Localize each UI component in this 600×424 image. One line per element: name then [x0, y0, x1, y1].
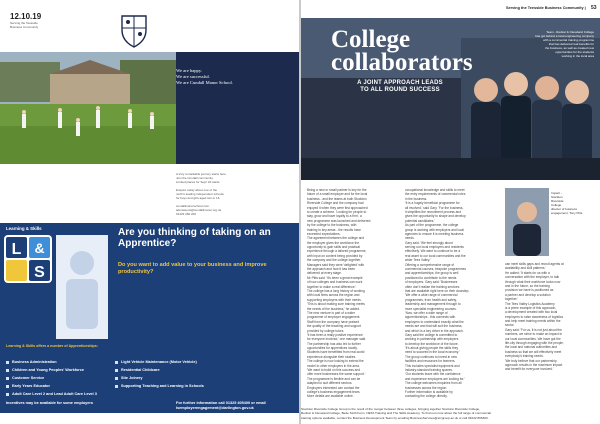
school-slogan-line: We are successful. — [176, 74, 210, 79]
school-slogan-panel — [176, 52, 299, 164]
date-badge: 12.10.19 — [10, 12, 42, 21]
article-text-line: all involved,' said Gary. 'For the business, — [405, 205, 464, 210]
svg-text:L: L — [11, 241, 22, 258]
article-text-line: The group continues to invest in new — [405, 354, 457, 359]
school-text-line: A truly remarkable journey starts here. — [176, 172, 227, 176]
article-text-line: delivered at every stage. — [307, 271, 342, 276]
article-text-line: training in key areas - the results have — [307, 227, 361, 232]
article-text-line: enjoyed it when they were first approached — [307, 205, 368, 210]
article-text-line: gives the opportunity to shape and develop — [405, 214, 466, 219]
article-text-line: with input on content being provided by — [307, 253, 363, 258]
article-text-line: commercial courses, bespoke programmes — [405, 267, 466, 272]
article-footer-note: Stockton Riverside College Group is the result of the merger between three colleges, bringing together Stockton Riverside College, Redcar & Cleveland College, Bede Sixth Form, NETA Training and The Skills Academy. To find out more about the full range of commercial training options available, contact the Business Development Team by emailing BusinessServices@srcgroup.ac.uk or call 01642 865400. — [301, 407, 491, 420]
article-text-line: 'Now, we offer a wide range of — [405, 310, 448, 315]
article-text-line: positioned to contribute to the needs — [405, 275, 457, 280]
article-text-line: group is working with employers and local — [405, 227, 464, 232]
article-text-line: wider Tees Valley.' — [405, 258, 431, 263]
article-text-line: it simplifies the recruitment process and — [405, 209, 461, 214]
article-text-line: exceeded expectations. — [307, 231, 341, 236]
school-email-link[interactable]: admissions@cundallmanor.org.uk — [176, 208, 222, 212]
list-item: Children and Young Peoples' Workforce — [6, 368, 106, 376]
article-text-line: business - and the teams at both Stockton — [307, 196, 367, 201]
article-text-line: the employer gives the workforce the — [307, 240, 360, 245]
portrait-photo — [505, 188, 549, 256]
article-text-line: The programme is flexible and can be — [307, 376, 361, 381]
article-text-line: of how colleges and business can work — [307, 280, 363, 285]
article-text-line: the quality of the teaching and support — [307, 324, 362, 329]
article-text-line: model to other employers in the area. — [307, 363, 360, 368]
article-text-line: The college has a long history of working — [307, 288, 365, 293]
article-text-line: Gary said: 'For us, it is not just about the — [505, 327, 562, 332]
apprentice-subhead: Do you want to add value to your business and improve productivity? — [118, 262, 267, 275]
article-text-line: provision we have is positioned as — [505, 288, 554, 293]
article-text-line: opportunities for apprentices locally. — [307, 346, 358, 351]
article-text-line: As part of the programme, the college — [405, 223, 459, 228]
left-page — [0, 0, 299, 424]
right-page — [301, 0, 600, 424]
article-text-line: employers to understand exactly what the — [405, 319, 464, 324]
article-text-line: provided by college tutors. — [307, 328, 345, 333]
article-text-line: offer more businesses the same support.' — [307, 372, 366, 377]
learning-skills-logo — [0, 223, 110, 341]
article-text-line: occupational knowledge and skills to meet — [405, 188, 465, 192]
article-text-line: More details are available online. — [307, 394, 354, 399]
article-text-line: Mr Pitts said: 'It's been a great example — [307, 275, 363, 280]
school-phone: 01423 360 200 — [176, 212, 197, 216]
article-text-line: adapted to suit different sectors. — [307, 381, 353, 386]
incentives-note: Incentives may be available for some employers — [6, 401, 93, 405]
article-text-line: apprenticeships - this connects with — [405, 315, 456, 320]
list-item: Adult Care Level 2 and Lead Adult Care Level 3 — [6, 392, 106, 400]
article-text-line: future of a small employer and for the local — [307, 192, 368, 197]
article-text-line: needs. — [405, 236, 415, 241]
article-text-line: The agreement between the college and — [307, 236, 365, 241]
article-text-line: The new venture is part of a wider — [307, 310, 356, 315]
article-text-line: facilities and resources for learners. — [405, 359, 456, 364]
article-text-line: 'We truly believe that our partnership — [505, 358, 557, 363]
list-item: Business Administration — [6, 360, 106, 368]
article-text-line: often don't realise the training services — [405, 284, 460, 289]
article-column-1 — [307, 188, 397, 399]
article-text-line: life-city through engaging with the people, — [505, 341, 564, 346]
article-text-line: 'We want to build on this success and — [307, 368, 360, 373]
article-text-line: experience through a tailored programme, — [307, 249, 367, 254]
article-text-line: 'It is a hugely beneficial programme for — [405, 201, 460, 206]
article-text-line: 'We offer a wide range of commercial — [405, 293, 458, 298]
article-text-line: contacting the college directly. — [405, 394, 448, 399]
article-text-line: our local communities. We have got the — [505, 336, 561, 341]
article-text-line: by the college to the business, with — [307, 223, 357, 228]
school-text-line: for boys and girls aged two to 16. — [176, 196, 221, 200]
article-text-line: Being a new or small partner is key for the — [307, 188, 367, 192]
article-text-line: 'This is about making sure training meets — [307, 302, 365, 307]
apprenticeships-list-heading: Learning & Skills offers a number of Apprenticeships: — [6, 344, 98, 348]
article-text-line: and experience employers are looking for.' — [405, 376, 465, 381]
article-text-line: through what their workforce looks now — [505, 279, 561, 284]
article-text-line: supporting employers with their needs. — [307, 297, 362, 302]
article-text-line: employers to raise awareness of logistics — [505, 314, 564, 319]
article-text-line: conversation with the employer, to talk — [505, 275, 560, 280]
article-text-line: programmes, from health and safety, — [405, 297, 457, 302]
article-text-line: 'It has been a really positive experience — [307, 332, 363, 337]
article-text-line: the local and national authorities and — [505, 345, 557, 350]
svg-text:S: S — [34, 264, 45, 281]
list-item: Site Joinery — [115, 376, 215, 384]
article-text-line: Gary said the college is committed to — [405, 332, 458, 337]
article-text-line: and benefit for everyone involved.' — [505, 367, 554, 372]
article-text-line: stay, grow and have loyalty to a firm', a — [307, 214, 362, 219]
article-text-line: the entry requirements of commercial roles — [405, 192, 466, 197]
article-text-line: and in the future, so the training — [505, 283, 550, 288]
article-text-line: The partnership has also led to further — [307, 341, 361, 346]
article-column-3 — [505, 262, 595, 372]
article-text-line: is a prime example of this approach, — [505, 305, 557, 310]
article-text-line: approach results in the maximum impact — [505, 362, 563, 367]
article-text-line: and which is a key driver in the approach. — [405, 328, 464, 333]
article-text-line: leadership and management through to — [405, 302, 461, 307]
article-text-line: and apprenticeships, the group is well — [405, 271, 459, 276]
article-text-line: Employers interested can contact the — [307, 385, 360, 390]
article-text-line: Riverside College and the company had — [307, 201, 364, 206]
running-head: Serving the Teesside Business Community | — [506, 6, 586, 10]
article-text-line: potential candidates.' — [405, 218, 435, 223]
article-text-line: need to succeed in the local economy.' — [405, 350, 460, 355]
article-text-line: The college is now looking to extend the — [307, 359, 364, 364]
article-text-line: agencies to ensure it is meeting business — [405, 231, 464, 236]
article-text-line: can meet skills gaps and recruit agents at — [505, 262, 564, 266]
article-text-line: industry-standard training spaces. — [405, 368, 453, 373]
photo-caption: Team - Redcar & Cleveland College has got behind a local engineering company with a commercial training programme that has delivered real benefits for the business, as well as created new opportunities for the students working in the local area — [535, 30, 594, 58]
article-text-line: Students have benefitted from real-world — [307, 350, 365, 355]
svg-text:&: & — [34, 240, 45, 256]
list-item: Residential Childcare — [115, 368, 215, 376]
article-text-line: programme of employer engagement. — [307, 315, 361, 320]
article-text-line: a partner and develop a solution — [505, 292, 551, 297]
article-text-line: the approach and how it has been — [307, 267, 356, 272]
article-text-line: experience alongside their studies. — [307, 354, 357, 359]
article-column-2 — [405, 188, 495, 399]
article-text-line: availability and skill patterns.' — [505, 266, 547, 271]
article-text-line: in the business. — [405, 196, 428, 201]
article-headline: College collaborators — [331, 26, 473, 76]
article-text-line: The Tees Valley Logistics Academy — [505, 301, 555, 306]
article-text-line: new programme was launched and delivered — [307, 218, 371, 223]
school-slogan-line: We are happy. — [176, 68, 202, 73]
list-item: Early Years Educator — [6, 384, 106, 392]
article-text-line: 'It's about giving people the skills they — [405, 346, 459, 351]
article-text-line: opportunity to gain skills and practical — [307, 245, 360, 250]
article-text-line: together.' — [505, 297, 519, 302]
article-text-line: to create a scheme. 'Looking for people to — [307, 209, 367, 214]
school-slogan-line: We are Cundall Manor School. — [176, 80, 233, 85]
article-text-line: a development created with two local — [505, 310, 558, 315]
article-text-line: and help meet training needs within the — [505, 319, 561, 324]
article-text-line: This includes specialist equipment and — [405, 363, 460, 368]
article-text-line: numbers, we strive to make an impact in — [505, 332, 563, 337]
article-text-line: real asset to our local communities and the — [405, 253, 466, 258]
article-standfirst: A JOINT APPROACH LEADS TO ALL ROUND SUCCESS — [357, 80, 443, 93]
article-text-line: 'Our students leave with the confidence — [405, 372, 461, 377]
article-text-line: more specialist engineering courses. — [405, 306, 457, 311]
article-text-line: together to make a real difference.' — [307, 284, 357, 289]
article-text-line: Gary said: 'We feel strongly about — [405, 240, 453, 245]
article-text-line: needs are and that will suit the business, — [405, 324, 463, 329]
article-text-line: the needs of the business,' he added. — [307, 306, 360, 311]
school-website-link[interactable]: cundallmanorschool.com — [176, 204, 210, 208]
article-text-line: everybody's training needs. — [505, 354, 544, 359]
article-text-line: that are available right here on their doorstep. — [405, 288, 470, 293]
article-text-line: the company and the college together. — [307, 258, 362, 263]
article-text-line: working in partnership with employers — [405, 337, 459, 342]
article-text-line: Offering a comprehensive range of — [405, 262, 455, 267]
article-text-line: effectively. We want to continue to be a — [405, 249, 461, 254]
article-text-line: to develop the workforce of the future. — [405, 341, 459, 346]
article-text-line: sector. — [505, 323, 515, 328]
apprenticeships-list-2 — [115, 360, 215, 392]
article-text-line: Further information is available by — [405, 389, 453, 394]
school-text-line: Enquire today about one of the — [176, 188, 218, 192]
article-text-line: Managers said they were 'delighted' with — [307, 262, 365, 267]
contact-info: For further information call 01325 405400 or email lsemployerengagement@darlington.gov.uk — [176, 401, 266, 410]
school-crest-icon — [120, 14, 148, 48]
list-item: Light Vehicle Maintenance (Motor Vehicle) — [115, 360, 215, 368]
article-text-line: for everyone involved,' one manager said. — [307, 337, 367, 342]
article-text-line: businesses across the region. — [405, 385, 448, 390]
apprentice-headline: Are you thinking of taking on an Apprentice? — [118, 227, 271, 249]
school-text-line: Limited places for Sept' 20 starts. — [176, 180, 221, 184]
school-cricket-photo — [0, 52, 176, 164]
article-text-line: The college welcomes enquiries from all — [405, 381, 462, 386]
article-text-line: of employers. Gary said: 'Businesses — [405, 280, 458, 285]
date-badge-sub: Serving the Teesside Business Community — [10, 21, 39, 29]
apprenticeships-list-1 — [6, 360, 106, 400]
learning-skills-label: Learning & Skills — [6, 226, 42, 231]
page-number: 53 — [591, 5, 597, 11]
article-text-line: serving our local employers and residents — [405, 245, 464, 250]
portrait-caption: Impact - Stockton Riverside College director of business engagement, Tony Pitts. — [551, 191, 584, 215]
article-text-line: Staff from the company have praised — [307, 319, 360, 324]
article-text-line: with local firms across the region and — [307, 293, 360, 298]
school-text-line: north's leading independent schools — [176, 192, 224, 196]
list-item: Customer Service — [6, 376, 106, 384]
article-text-line: He added: 'It starts for us with a — [505, 270, 550, 275]
article-text-line: business so that we will effectively meet — [505, 349, 562, 354]
article-text-line: college's business engagement team. — [307, 389, 361, 394]
school-text-line: Join the Cundall community. — [176, 176, 214, 180]
list-item: Supporting Teaching and Learning in Schools — [115, 384, 215, 392]
